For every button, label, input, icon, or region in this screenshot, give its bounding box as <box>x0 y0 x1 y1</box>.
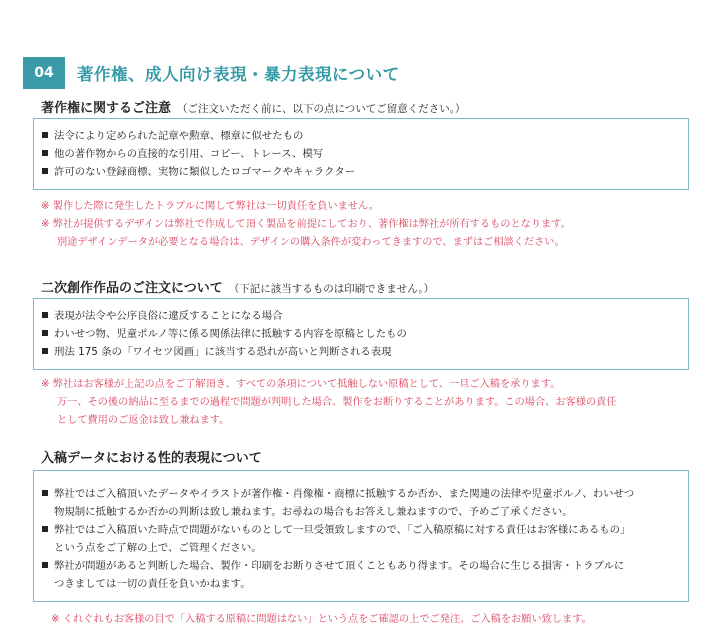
note-line: ※ 製作した際に発生したトラブルに関して弊社は一切責任を負いません。 <box>41 201 379 212</box>
derivative-list <box>34 307 688 361</box>
list-item-continuation: 物規制に抵触するか否かの判断は致し兼ねます。お尋ねの場合もお答えし兼ねますので、予めご了承ください。 <box>54 506 573 518</box>
bullet-square-icon <box>42 562 48 568</box>
bullet-square-icon <box>42 490 48 496</box>
copyright-list <box>34 127 688 181</box>
list-item: わいせつ物、児童ポルノ等に係る関係法律に抵触する内容を原稿としたもの <box>34 325 688 343</box>
section-header <box>23 57 400 89</box>
list-item: 法令により定められた記章や勲章、標章に似せたもの <box>34 127 688 145</box>
note-line: 万一、その後の納品に至るまでの過程で問題が判明した場合、製作をお断りすることがあります。この場合、お客様の責任 <box>57 397 617 408</box>
list-item: 弊社ではご入稿頂いたデータやイラストが著作権・肖像権・商標に抵触するか否か、また関連の法律や児童ポルノ、わいせつ <box>34 485 688 503</box>
derivative-notes <box>41 376 617 430</box>
bullet-square-icon <box>42 348 48 354</box>
copyright-subheading: （ご注文いただく前に、以下の点についてご留意ください。） <box>177 103 466 115</box>
section-title: 著作権、成人向け表現・暴力表現について <box>77 65 400 84</box>
bullet-square-icon <box>42 312 48 318</box>
submission-footer-note: ※ くれぐれもお客様の目で「入稿する原稿に問題はない」という点をご確認の上でご発注、ご入稿をお願い致します。 <box>51 614 592 625</box>
bullet-square-icon <box>42 526 48 532</box>
bullet-square-icon <box>42 168 48 174</box>
derivative-heading <box>41 277 434 296</box>
submission-box <box>33 470 689 602</box>
list-item: 他の著作物からの直接的な引用、コピー、トレース、模写 <box>34 145 688 163</box>
list-item: 弊社ではご入稿頂いた時点で問題がないものとして一旦受領致しますので、「ご入稿原稿に対する責任はお客様にあるもの」 <box>34 521 688 539</box>
list-item: 刑法 175 条の「ワイセツ図画」に該当する恐れが高いと判断される表現 <box>34 343 688 361</box>
submission-list <box>34 485 688 593</box>
copyright-heading-text: 著作権に関するご注意 <box>41 101 172 116</box>
list-item: 許可のない登録商標、実物に類似したロゴマークやキャラクター <box>34 163 688 181</box>
copyright-box <box>33 118 689 190</box>
section-number-badge: 04 <box>23 57 65 89</box>
list-item: 表現が法令や公序良俗に違反することになる場合 <box>34 307 688 325</box>
note-line: ※ 弊社はお客様が上記の点をご了解頂き、すべての条項について抵触しない原稿として、一旦ご入稿を承ります。 <box>41 379 561 390</box>
copyright-heading <box>41 97 466 116</box>
bullet-square-icon <box>42 132 48 138</box>
bullet-square-icon <box>42 330 48 336</box>
note-line: 別途デザインデータが必要となる場合は、デザインの購入条件が変わってきますので、まずはご相談ください。 <box>57 237 565 248</box>
submission-heading-text: 入稿データにおける性的表現について <box>41 451 262 466</box>
submission-heading <box>41 447 262 466</box>
note-line: として費用のご返金は致し兼ねます。 <box>57 415 230 426</box>
list-item: 弊社が問題があると判断した場合、製作・印刷をお断りさせて頂くこともあり得ます。その場合に生じる損害・トラブルに <box>34 557 688 575</box>
derivative-box <box>33 298 689 370</box>
list-item-continuation: という点をご了解の上で、ご管理ください。 <box>54 542 262 554</box>
derivative-subheading: （下記に該当するものは印刷できません。） <box>228 283 435 295</box>
note-line: ※ 弊社が提供するデザインは弊社で作成して頂く製品を前提にしており、著作権は弊社が所有するものとなります。 <box>41 219 571 230</box>
list-item-continuation: つきましては一切の責任を負いかねます。 <box>54 578 251 590</box>
bullet-square-icon <box>42 150 48 156</box>
copyright-notes <box>41 198 571 252</box>
derivative-heading-text: 二次創作作品のご注文について <box>41 281 223 296</box>
